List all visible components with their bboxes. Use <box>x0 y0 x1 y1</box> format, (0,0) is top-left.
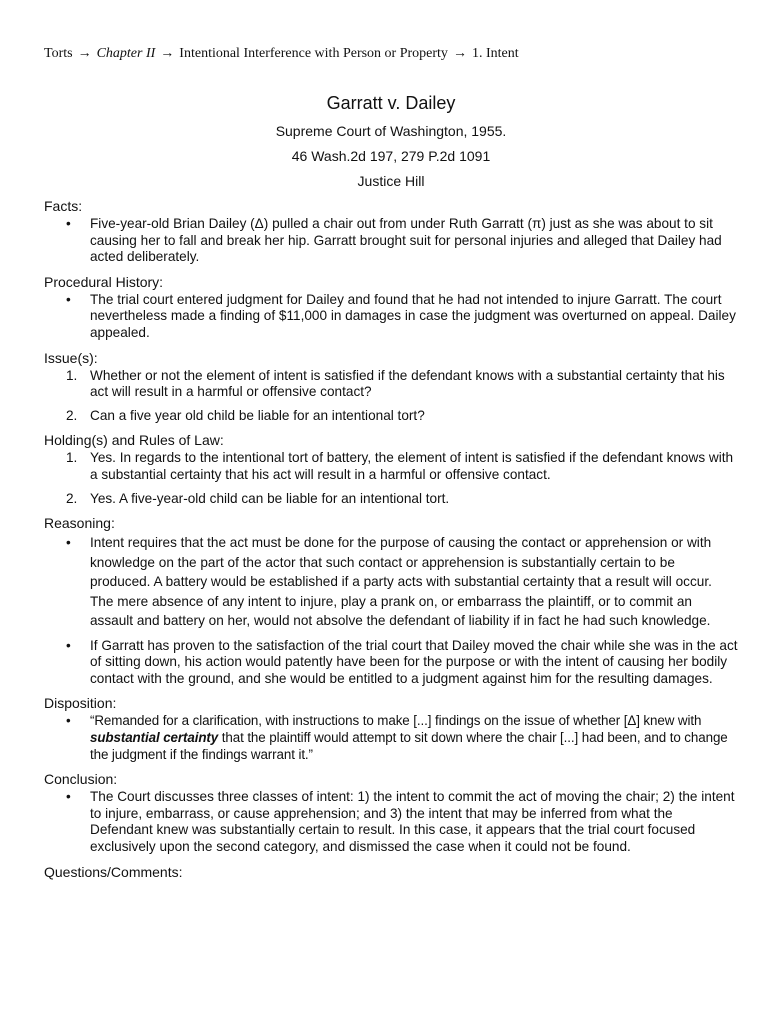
disposition-emphasis: substantial certainty <box>90 730 219 745</box>
list-item <box>44 638 738 688</box>
list-item <box>44 216 738 266</box>
breadcrumb-separator: → <box>452 46 467 61</box>
conclusion-section <box>44 770 738 855</box>
list-item <box>44 368 738 401</box>
bullet-marker: • <box>66 535 71 551</box>
number-marker: 2. <box>66 490 78 506</box>
facts-heading: Facts: <box>44 198 83 214</box>
reasoning-text: Intent requires that the act must be done for the purpose of causing the contact or apprehension or with knowledge on the part of the actor that such contact or apprehension is substantially certain to be produced. A battery would be established if a party acts with substantial certainty that a result will occur. The mere absence of any intent to injure, play a prank on, or embarrass the plaintiff, or to commit an assault and battery on her, would not absolve the defendant of liability if in fact he had such knowledge. <box>90 535 712 629</box>
case-court: Supreme Court of Washington, 1955. <box>275 123 507 139</box>
number-marker: 1. <box>66 450 78 466</box>
breadcrumb-item-topic[interactable]: Intentional Interference with Person or Property <box>179 46 448 61</box>
breadcrumb-item-torts[interactable]: Torts <box>44 46 73 61</box>
bullet-marker: • <box>66 291 71 307</box>
bullet-marker: • <box>66 216 71 231</box>
issues-section <box>44 349 738 425</box>
conclusion-text: The Court discusses three classes of intent: 1) the intent to commit the act of moving the chair; 2) the intent to injure, embarrass, or cause apprehension; and 3) the intent that may be inferred from what the Defendant knew was substantially certain to result. In this case, it appears that the trial court focused exclusively upon the second category, and dismissed the case when it could not be found. <box>90 789 735 854</box>
number-marker: 1. <box>66 367 78 383</box>
case-header <box>44 90 738 190</box>
conclusion-list <box>44 789 738 855</box>
breadcrumb-separator: → <box>77 46 92 61</box>
facts-text: Five-year-old Brian Dailey (Δ) pulled a chair out from under Ruth Garratt (π) just as she was about to sit causing her to fall and break her hip. Garratt brought suit for personal injuries and alleged that Dailey had acted deliberately. <box>90 216 722 265</box>
list-item <box>44 491 738 508</box>
list-item <box>44 408 738 425</box>
bullet-marker: • <box>66 713 71 729</box>
procedural-history-text: The trial court entered judgment for Dailey and found that he had not intended to injure Garratt. The court nevertheless made a finding of $11,000 in damages in case the judgment was overturned on appeal. Dailey appealed. <box>90 291 736 340</box>
disposition-text-after: that the plaintiff would attempt to sit down where the chair [...] had been, and to change the judgment if the findings warrant it.” <box>90 730 728 762</box>
issue-text: Whether or not the element of intent is satisfied if the defendant knows with a substantial certainty that his act will result in a harmful or offensive contact? <box>90 367 725 400</box>
facts-section <box>44 197 738 266</box>
issue-text: Can a five year old child be liable for an intentional tort? <box>90 407 425 423</box>
questions-section <box>44 863 738 881</box>
disposition-section <box>44 694 738 763</box>
reasoning-text: If Garratt has proven to the satisfaction of the trial court that Dailey moved the chair while she was in the act of sitting down, his action would patently have been for the purpose or with the intent of causing her bodily contact with the ground, and she would be entitled to a judgment against him for the resulting damages. <box>90 637 738 686</box>
holding-text: Yes. In regards to the intentional tort of battery, the element of intent is satisfied if the defendant knows with a substantial certainty that his act will result in a harmful or offensive contact. <box>90 450 734 482</box>
reasoning-heading: Reasoning: <box>44 515 115 532</box>
disposition-text-before: “Remanded for a clarification, with instructions to make [...] findings on the issue of whether [Δ] knew with <box>90 713 702 729</box>
list-item <box>44 450 738 483</box>
list-item <box>44 292 738 342</box>
number-marker: 2. <box>66 407 78 423</box>
procedural-history-heading: Procedural History: <box>44 273 164 290</box>
holding-text: Yes. A five-year-old child can be liable for an intentional tort. <box>90 490 450 506</box>
list-item <box>44 713 738 763</box>
breadcrumb <box>44 44 738 64</box>
case-citation: 46 Wash.2d 197, 279 P.2d 1091 <box>291 148 491 164</box>
case-title: Garratt v. Dailey <box>326 93 456 113</box>
disposition-heading: Disposition: <box>44 695 117 712</box>
issues-heading: Issue(s): <box>44 349 98 366</box>
procedural-history-section <box>44 273 738 342</box>
conclusion-heading: Conclusion: <box>44 771 118 788</box>
breadcrumb-item-intent[interactable]: 1. Intent <box>471 46 519 61</box>
holdings-list <box>44 450 738 507</box>
reasoning-section <box>44 514 738 687</box>
bullet-marker: • <box>66 789 71 805</box>
bullet-marker: • <box>66 637 71 653</box>
issues-list <box>44 368 738 425</box>
list-item <box>44 789 738 855</box>
breadcrumb-item-chapter[interactable]: Chapter II <box>96 46 156 61</box>
procedural-history-list <box>44 292 738 342</box>
holdings-heading: Holding(s) and Rules of Law: <box>44 432 224 449</box>
reasoning-list <box>44 533 738 687</box>
questions-heading: Questions/Comments: <box>44 863 183 880</box>
breadcrumb-separator: → <box>160 46 175 61</box>
disposition-list <box>44 713 738 763</box>
list-item <box>44 533 738 631</box>
facts-list <box>44 216 738 266</box>
case-justice: Justice Hill <box>357 173 425 189</box>
holdings-section <box>44 431 738 507</box>
